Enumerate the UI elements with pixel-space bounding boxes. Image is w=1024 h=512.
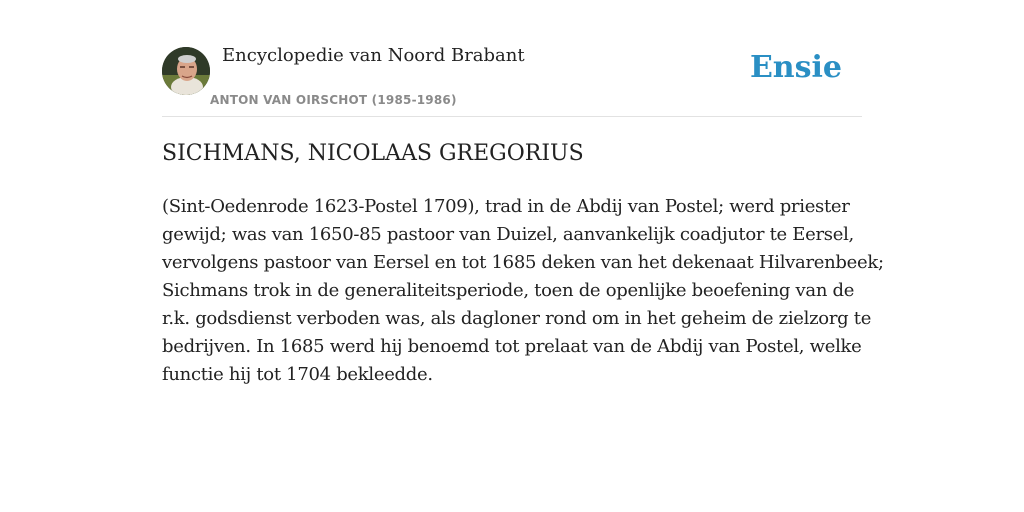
avatar-portrait-icon (162, 47, 210, 95)
entry-body-line: bedrijven. In 1685 werd hij benoemd tot prelaat van de Abdij van Postel, welke (162, 336, 862, 357)
entry-body-line: gewijd; was van 1650-85 pastoor van Duizel, aanvankelijk coadjutor te Eersel, (162, 224, 854, 245)
entry-body-line: Sichmans trok in de generaliteitsperiode, toen de openlijke beoefening van de (162, 280, 855, 301)
author-name[interactable]: ANTON VAN OIRSCHOT (1985-1986) (210, 93, 457, 107)
author-avatar[interactable] (162, 47, 210, 95)
entry-body-line: (Sint-Oedenrode 1623-Postel 1709), trad in de Abdij van Postel; werd priester (162, 196, 850, 217)
ensie-logo[interactable]: Ensie (749, 50, 842, 85)
entry-body-line: vervolgens pastoor van Eersel en tot 1685 deken van het dekenaat Hilvarenbeek; (162, 252, 884, 273)
encyclopedia-title[interactable]: Encyclopedie van Noord Brabant (222, 45, 525, 66)
entry-body-line: functie hij tot 1704 bekleedde. (162, 364, 433, 385)
entry-title: SICHMANS, NICOLAAS GREGORIUS (162, 141, 584, 166)
header (162, 40, 862, 117)
entry-body-line: r.k. godsdienst verboden was, als dagloner rond om in het geheim de zielzorg te (162, 308, 872, 329)
entry-body (162, 193, 884, 389)
